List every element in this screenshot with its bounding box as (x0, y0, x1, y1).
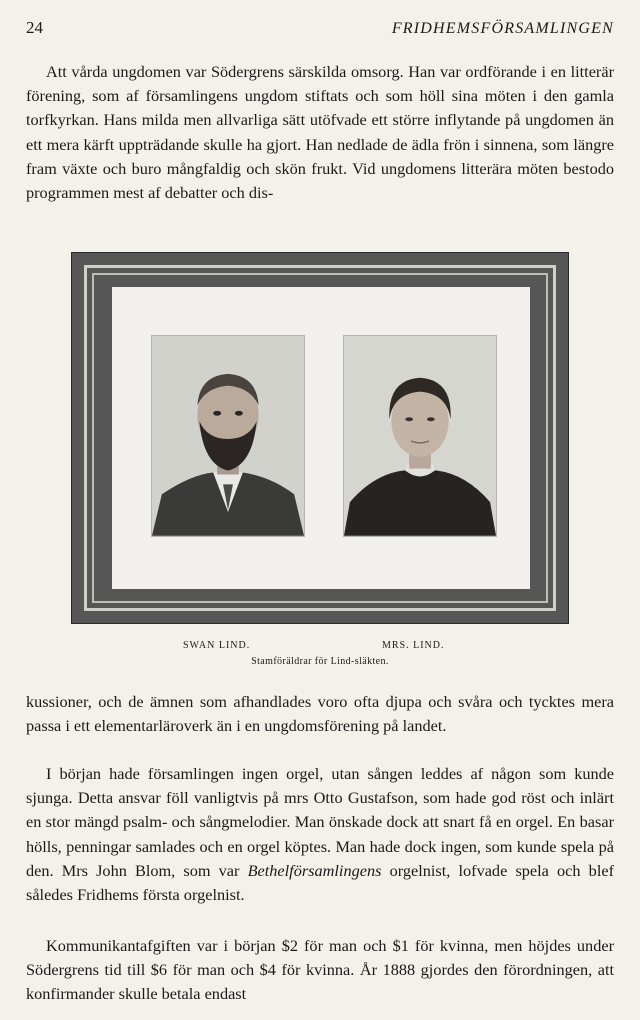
paragraph-3-emphasis: Bethelförsamlingens (247, 860, 382, 880)
portrait-mrs-lind (343, 335, 497, 537)
running-title: FRIDHEMSFÖRSAMLINGEN (391, 20, 614, 37)
portrait-swan-lind (151, 335, 305, 537)
paragraph-1: Att vårda ungdomen var Södergrens särskilda omsorg. Han var ordförande i en litterär förening, som af församlingens ungdom stiftats och som höll sina möten i den gamla torfkyrkan. Hans milda men allvarliga sätt utöfvade ett större inflytande på ungdomen än ett mera kärft uppträdande skulle ha gjort. Han nedlade de ädla frön i sinnena, som längre fram växte och buro mångfaldig och skön frukt. Vid ungdomens litterära möten bestodo programmen mest af debatter och dis- (26, 62, 614, 203)
paragraph-3-text-before: I början hade församlingen ingen orgel, utan sången leddes af någon som kunde sjunga. Detta ansvar föll vanligtvis på mrs Otto Gustafson, som hade god röst och inlärt en stor mängd psalm- och sångmelodier. Man önskade dock att snart få en orgel. En basar hölls, penningar samlades och en orgel köptes. Man hade dock ingen, som kunde spela på den. Mrs John Blom, som var (26, 764, 614, 880)
woman-portrait-image (344, 336, 496, 536)
caption-left-name: SWAN LIND. (183, 640, 251, 651)
paragraph-3-text-after: orgelnist, lofvade spela och blef således Fridhems första orgelnist. (26, 860, 614, 905)
bearded-man-portrait-image (152, 336, 304, 536)
running-header (26, 18, 614, 42)
photo-mat (112, 287, 530, 589)
caption-right-name: MRS. LIND. (382, 640, 445, 651)
portrait-plate (71, 252, 569, 624)
page-number: 24 (26, 18, 43, 37)
paragraph-2: kussioner, och de ämnen som afhandlades voro ofta djupa och svåra och tycktes mera passa i ett elementarläroverk än i en ungdomsförening på landet. (26, 692, 614, 736)
paragraph-3 (26, 762, 614, 907)
caption-subtitle: Stamföräldrar för Lind-släkten. (251, 656, 389, 667)
paragraph-4: Kommunikantafgiften var i början $2 för man och $1 för kvinna, men höjdes under Södergrens tid till $6 för man och $4 för kvinna. År 1888 gjordes den förordningen, att konfirmander skulle betala endast (26, 936, 614, 1004)
